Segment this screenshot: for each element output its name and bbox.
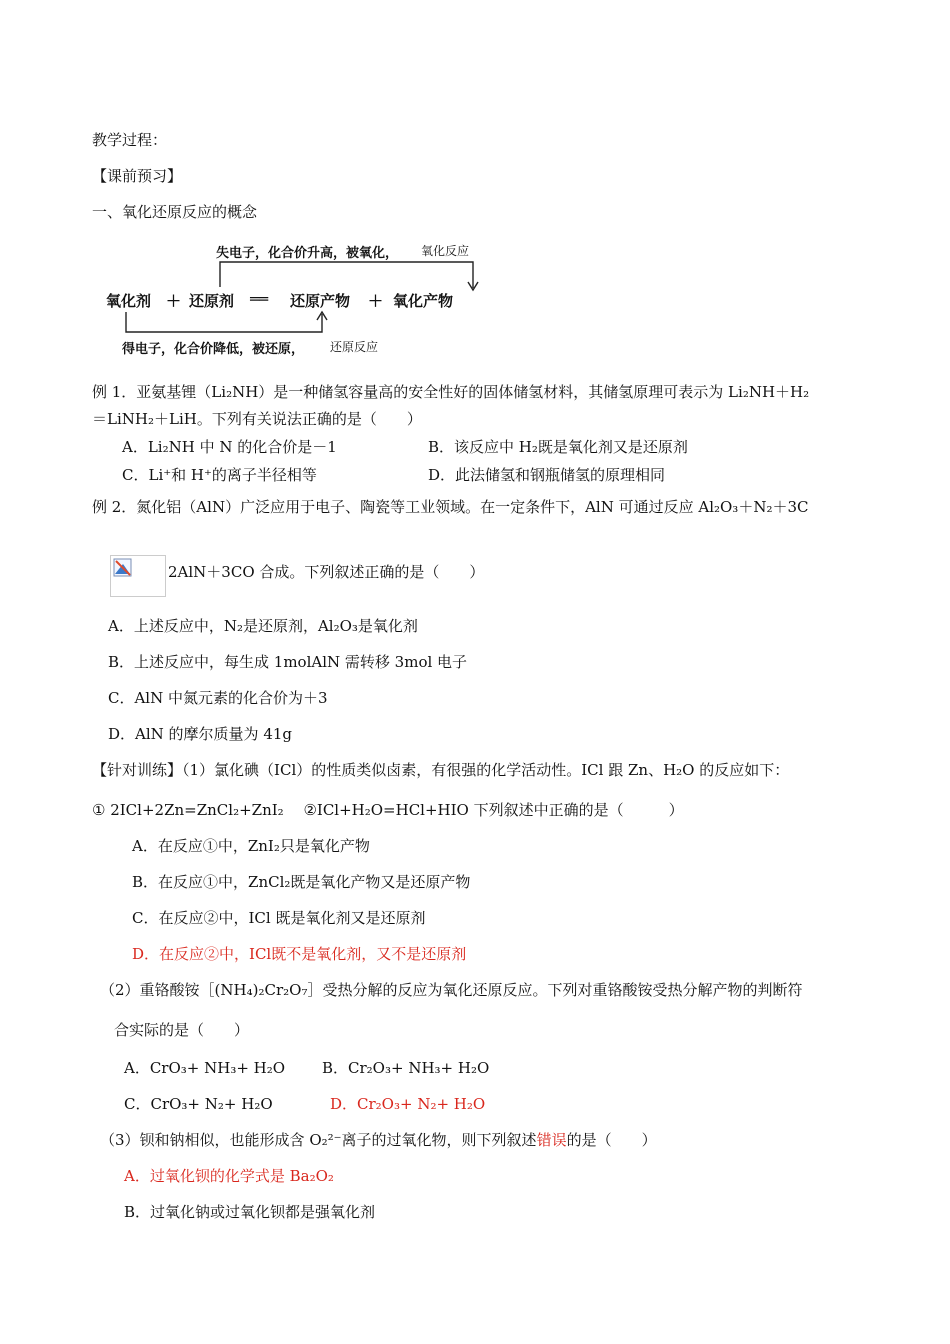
oxidation-label: 失电子，化合价升高，被氧化， xyxy=(216,246,399,261)
ex2-option-c: C．AlN 中氮元素的化合价为＋3 xyxy=(108,689,328,707)
reduction-tag: 还原反应 xyxy=(330,340,379,354)
q2-option-c: C．CrO₃+ N₂+ H₂O xyxy=(124,1095,273,1113)
q2-option-a: A．CrO₃+ NH₃+ H₂O xyxy=(124,1059,286,1077)
ex1-line1: 例 1．亚氨基锂（Li₂NH）是一种储氢容量高的安全性好的固体储氢材料，其储氢原理可表示为 Li₂NH＋H₂ xyxy=(92,383,810,401)
concept-title: 一、氧化还原反应的概念 xyxy=(92,203,258,221)
equals-sign: ══ xyxy=(250,290,269,308)
q2-option-d-answer: D．Cr₂O₃+ N₂+ H₂O xyxy=(330,1095,486,1113)
oxidation-product: 氧化产物 xyxy=(393,292,454,310)
q3-option-a-answer: A．过氧化钡的化学式是 Ba₂O₂ xyxy=(124,1167,334,1185)
q3-option-b: B．过氧化钠或过氧化钡都是强氧化剂 xyxy=(124,1203,376,1221)
train-option-a: A．在反应①中，ZnI₂只是氧化产物 xyxy=(132,837,370,855)
plus-sign: ＋ xyxy=(166,292,182,310)
q3-text-end: 的是（ ） xyxy=(566,1131,657,1149)
reduction-label: 得电子，化合价降低，被还原， xyxy=(122,342,305,357)
ex1-line2: ＝LiNH₂＋LiH。下列有关说法正确的是（ ） xyxy=(92,410,422,428)
oxidation-tag: 氧化反应 xyxy=(421,244,470,258)
section-title-preview: 【课前预习】 xyxy=(92,167,183,185)
reductant: 还原剂 xyxy=(189,292,235,310)
redox-diagram xyxy=(100,240,490,360)
reduction-product: 还原产物 xyxy=(290,292,351,310)
broken-image-icon xyxy=(110,555,166,597)
heading: 教学过程： xyxy=(92,131,168,149)
train-option-b: B．在反应①中，ZnCl₂既是氧化产物又是还原产物 xyxy=(132,873,471,891)
ex2-option-d: D．AlN 的摩尔质量为 41g xyxy=(108,725,293,743)
ex2-line2: 2AlN＋3CO 合成。下列叙述正确的是（ ） xyxy=(168,563,485,581)
ex2-option-a: A．上述反应中，N₂是还原剂，Al₂O₃是氧化剂 xyxy=(108,617,418,635)
ex1-option-c: C．Li⁺和 H⁺的离子半径相等 xyxy=(122,466,317,484)
q2-line2: 合实际的是（ ） xyxy=(114,1021,250,1039)
train-option-c: C．在反应②中，ICl 既是氧化剂又是还原剂 xyxy=(132,909,426,927)
oxidant: 氧化剂 xyxy=(106,292,152,310)
q3-emphasis: 错误 xyxy=(536,1131,567,1149)
q3-line1 xyxy=(100,1130,657,1150)
train-line1: 【针对训练】（1）氯化碘（ICl）的性质类似卤素，有很强的化学活动性。ICl 跟 Zn、H₂O 的反应如下： xyxy=(92,761,790,779)
ex1-option-b: B．该反应中 H₂既是氧化剂又是还原剂 xyxy=(428,438,688,456)
ex2-option-b: B．上述反应中，每生成 1molAlN 需转移 3mol 电子 xyxy=(108,653,468,671)
ex1-option-a: A．Li₂NH 中 N 的化合价是－1 xyxy=(122,438,337,456)
ex1-option-d: D．此法储氢和钢瓶储氢的原理相同 xyxy=(428,466,666,484)
q2-line1: （2）重铬酸铵［(NH₄)₂Cr₂O₇］受热分解的反应为氧化还原反应。下列对重铬酸铵受热分解产物的判断符 xyxy=(100,981,803,999)
plus-sign: ＋ xyxy=(368,292,384,310)
q2-option-b: B．Cr₂O₃+ NH₃+ H₂O xyxy=(322,1059,490,1077)
ex2-line1: 例 2．氮化铝（AlN）广泛应用于电子、陶瓷等工业领域。在一定条件下，AlN 可通过反应 Al₂O₃＋N₂＋3C xyxy=(92,498,809,516)
train-line2: ① 2ICl+2Zn=ZnCl₂+ZnI₂ ②ICl+H₂O=HCl+HIO 下列叙述中正确的是（ ） xyxy=(92,801,684,819)
q3-text: （3）钡和钠相似，也能形成含 O₂²⁻离子的过氧化物，则下列叙述 xyxy=(100,1131,537,1149)
train-option-d-answer: D．在反应②中，ICl既不是氧化剂，又不是还原剂 xyxy=(132,945,467,963)
